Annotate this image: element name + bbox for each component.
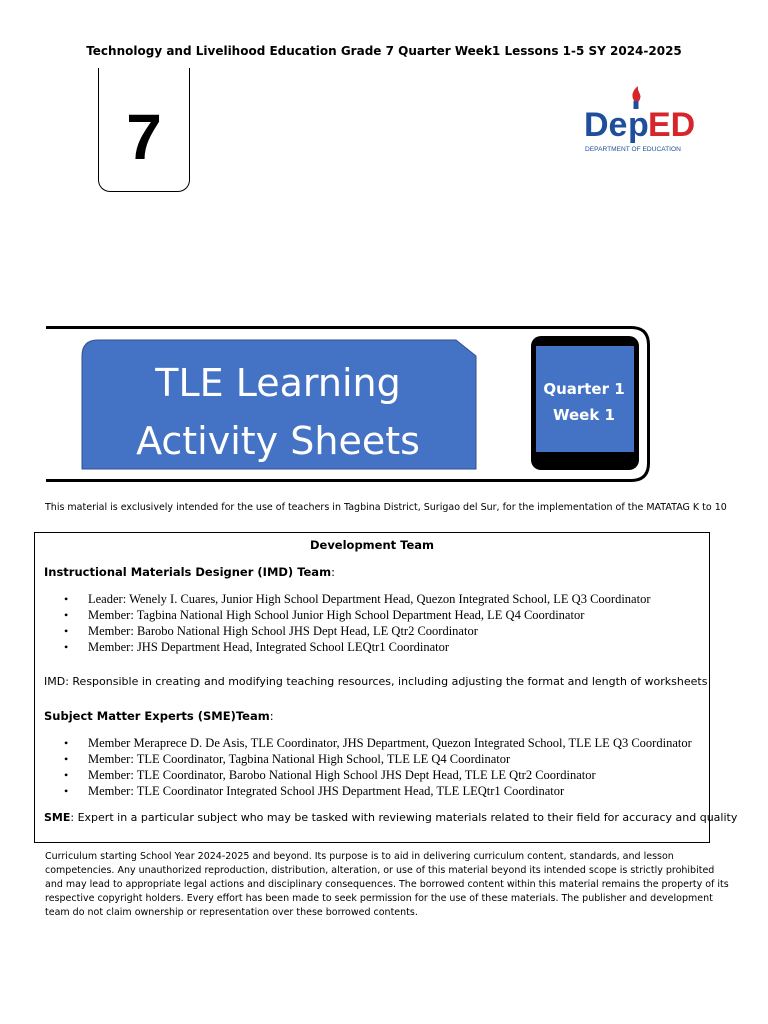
sme-heading-text: Subject Matter Experts (SME)Team — [44, 709, 270, 723]
torch-flame-icon — [632, 86, 640, 102]
sme-definition-text: : Expert in a particular subject who may be tasked with reviewing materials related to their field for accuracy and quality — [70, 811, 738, 824]
banner-title — [82, 354, 474, 470]
grade-number: 7 — [126, 101, 162, 173]
sme-term: SME — [44, 811, 71, 824]
sme-heading — [44, 709, 274, 723]
list-item: • Member: TLE Coordinator Integrated School JHS Department Head, TLE LEQtr1 Coordinator — [64, 783, 692, 799]
quarter-week-label — [536, 376, 632, 428]
imd-member-list — [64, 591, 651, 655]
imd-heading-text: Instructional Materials Designer (IMD) Team — [44, 565, 332, 579]
logo-ed-text: ED — [648, 106, 696, 144]
quarter-label: Quarter 1 — [543, 380, 625, 398]
list-item: • Member: TLE Coordinator, Tagbina National High School, TLE LE Q4 Coordinator — [64, 751, 692, 767]
logo-de-text: De — [584, 106, 628, 144]
list-item: • Member Meraprece D. De Asis, TLE Coordinator, JHS Department, Quezon Integrated School, TLE LE Q3 Coordinator — [64, 735, 692, 751]
intended-use-note: This material is exclusively intended for the use of teachers in Tagbina District, Surigao del Sur, for the implementation of the MATATAG K to 10 — [45, 502, 727, 513]
deped-logo — [584, 84, 702, 156]
list-item: • Member: JHS Department Head, Integrated School LEQtr1 Coordinator — [64, 639, 651, 655]
logo-subtitle: DEPARTMENT OF EDUCATION — [585, 146, 681, 153]
imd-heading-colon: : — [331, 565, 335, 579]
list-item: • Member: TLE Coordinator, Barobo National High School JHS Dept Head, TLE LE Qtr2 Coordinator — [64, 767, 692, 783]
sme-member-list — [64, 735, 692, 799]
banner-title-line1: TLE Learning — [155, 361, 401, 405]
week-label: Week 1 — [553, 406, 615, 424]
list-item: • Member: Tagbina National High School Junior High School Department Head, LE Q4 Coordinator — [64, 607, 651, 623]
copyright-footer: Curriculum starting School Year 2024-2025 and beyond. Its purpose is to aid in delivering curriculum content, standards, and lesson competencies. Any unauthorized reproduction, distribution, alteration, or use of this material beyond its intended scope is strictly prohibited and may lead to appropriate legal actions and disciplinary consequences. The borrowed content within this material remains the property of its respective copyright holders. Every effort has been made to seek permission for the use of these materials. The publisher and development team do not claim ownership or representation over these borrowed contents. — [45, 851, 729, 918]
banner-title-line2: Activity Sheets — [136, 419, 420, 463]
imd-heading — [44, 565, 335, 579]
page-header: Technology and Livelihood Education Grade 7 Quarter Week1 Lessons 1-5 SY 2024-2025 — [86, 44, 682, 58]
imd-definition: IMD: Responsible in creating and modifying teaching resources, including adjusting the format and length of worksheets — [44, 675, 708, 688]
list-item: • Leader: Wenely I. Cuares, Junior High School Department Head, Quezon Integrated School, LE Q3 Coordinator — [64, 591, 651, 607]
sme-heading-colon: : — [269, 709, 274, 723]
development-team-title: Development Team — [309, 538, 435, 552]
logo-p-text: p — [628, 106, 649, 144]
sme-definition — [44, 811, 737, 824]
list-item: • Member: Barobo National High School JHS Dept Head, LE Qtr2 Coordinator — [64, 623, 651, 639]
